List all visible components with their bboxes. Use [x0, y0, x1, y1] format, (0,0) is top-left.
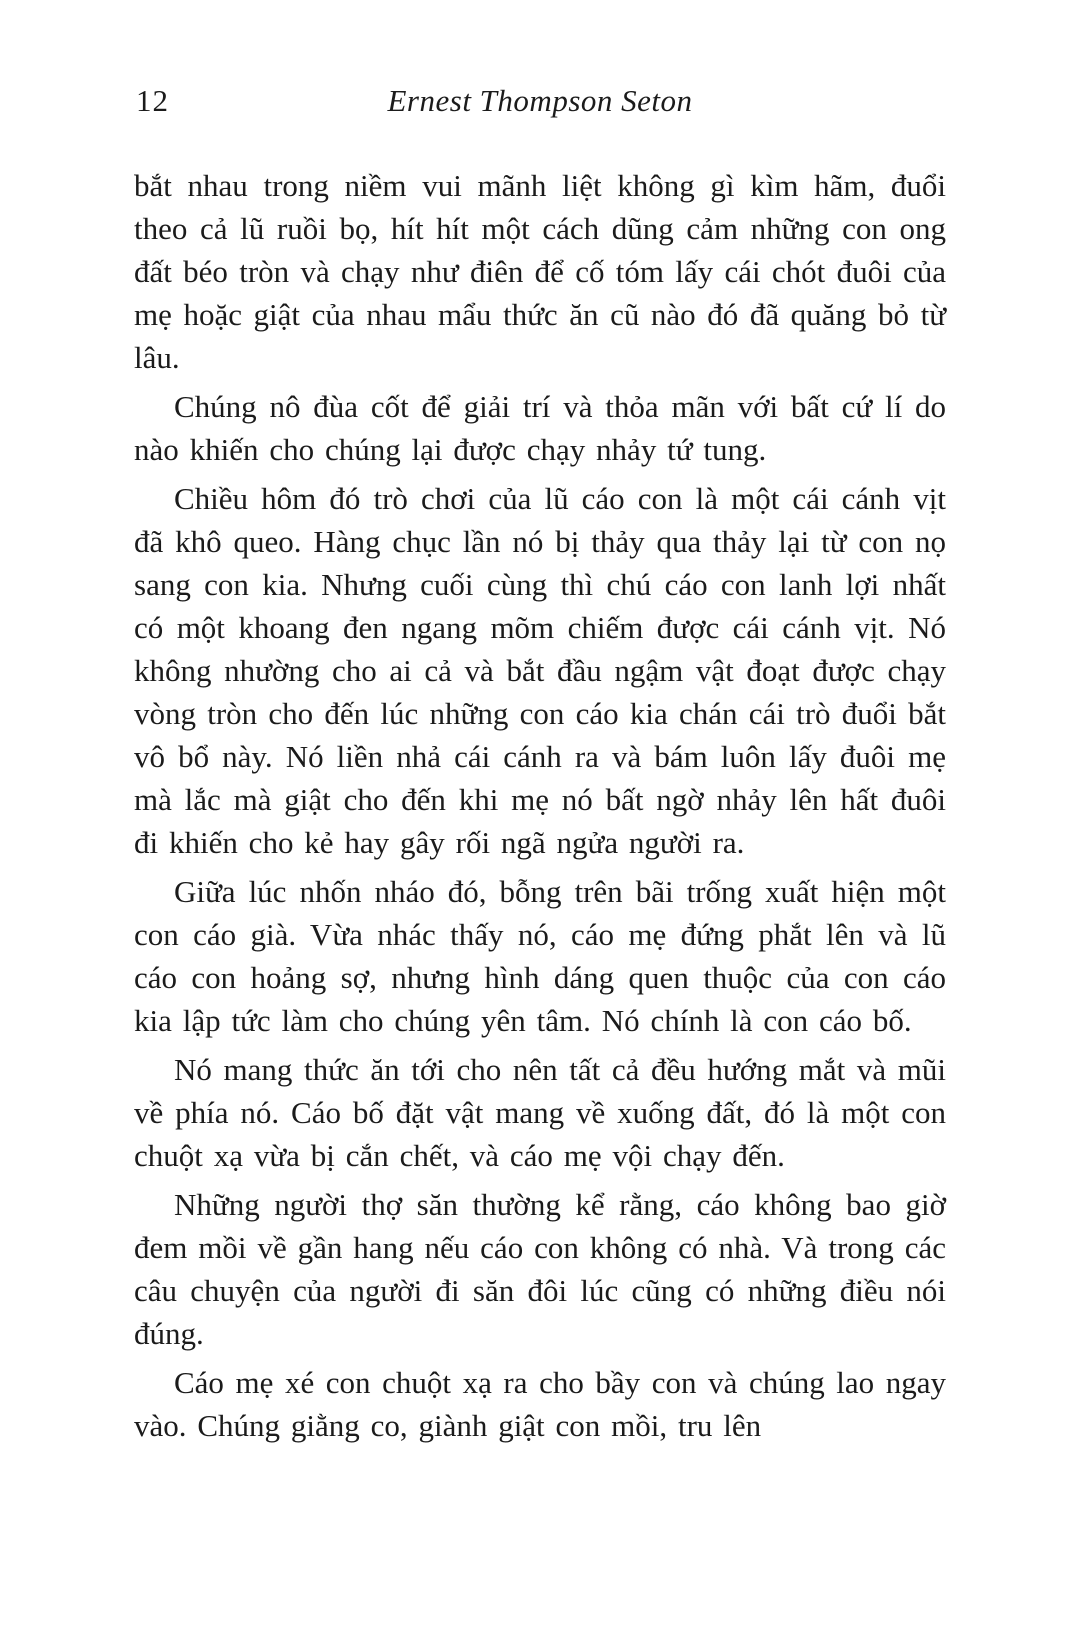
body-text — [134, 164, 946, 1447]
paragraph: bắt nhau trong niềm vui mãnh liệt không gì kìm hãm, đuổi theo cả lũ ruồi bọ, hít hít một cách dũng cảm những con ong đất béo tròn và chạy như điên để cố tóm lấy cái chót đuôi của mẹ hoặc giật của nhau mẩu thức ăn cũ nào đó đã quăng bỏ từ lâu. — [134, 168, 946, 375]
paragraph: Chúng nô đùa cốt để giải trí và thỏa mãn với bất cứ lí do nào khiến cho chúng lại được chạy nhảy tứ tung. — [134, 389, 946, 467]
running-head: Ernest Thompson Seton — [387, 83, 693, 118]
page-number: 12 — [136, 83, 169, 118]
paragraph: Những người thợ săn thường kể rằng, cáo không bao giờ đem mồi về gần hang nếu cáo con không có nhà. Và trong các câu chuyện của người đi săn đôi lúc cũng có những điều nói đúng. — [134, 1187, 946, 1351]
paragraph: Chiều hôm đó trò chơi của lũ cáo con là một cái cánh vịt đã khô queo. Hàng chục lần nó bị thảy qua thảy lại từ con nọ sang con kia. Nhưng cuối cùng thì chú cáo con lanh lợi nhất có một khoang đen ngang mõm chiếm được cái cánh vịt. Nó không nhường cho ai cả và bắt đầu ngậm vật đoạt được chạy vòng tròn cho đến lúc những con cáo kia chán cái trò đuổi bắt vô bổ này. Nó liền nhả cái cánh ra và bám luôn lấy đuôi mẹ mà lắc mà giật cho đến khi mẹ nó bất ngờ nhảy lên hất đuôi đi khiến cho kẻ hay gây rối ngã ngửa người ra. — [134, 481, 946, 860]
paragraph: Giữa lúc nhốn nháo đó, bỗng trên bãi trống xuất hiện một con cáo già. Vừa nhác thấy nó, cáo mẹ đứng phắt lên và lũ cáo con hoảng sợ, nhưng hình dáng quen thuộc của con cáo kia lập tức làm cho chúng yên tâm. Nó chính là con cáo bố. — [134, 874, 946, 1038]
page-header — [134, 84, 946, 118]
paragraph: Cáo mẹ xé con chuột xạ ra cho bầy con và chúng lao ngay vào. Chúng giằng co, giành giật con mồi, tru lên — [134, 1365, 946, 1443]
paragraph: Nó mang thức ăn tới cho nên tất cả đều hướng mắt và mũi về phía nó. Cáo bố đặt vật mang về xuống đất, đó là một con chuột xạ vừa bị cắn chết, và cáo mẹ vội chạy đến. — [134, 1052, 946, 1173]
